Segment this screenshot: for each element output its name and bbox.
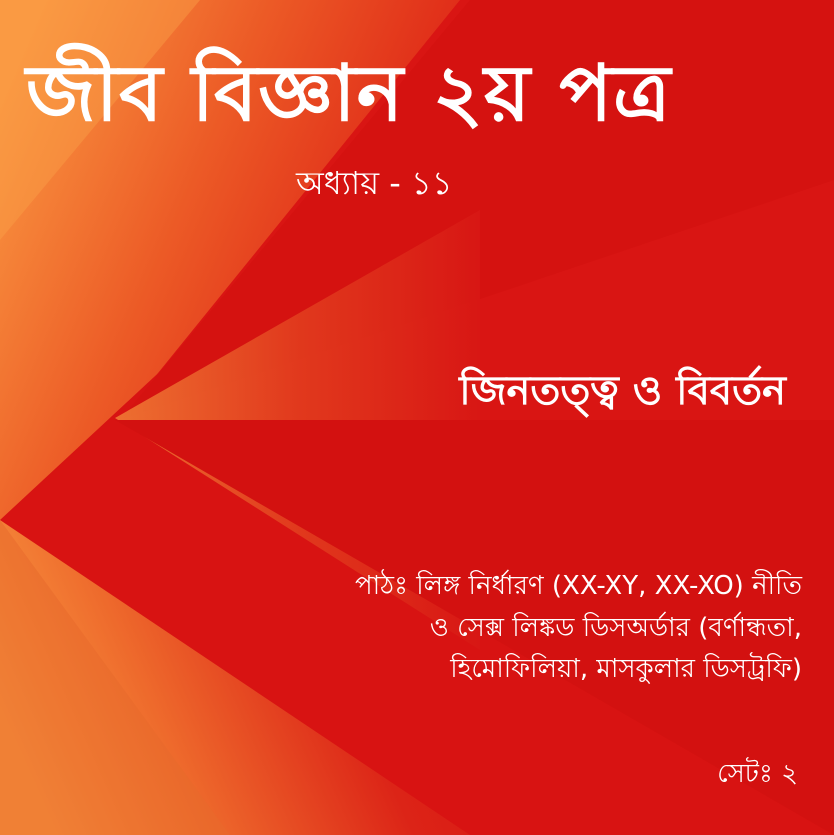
set-label: সেটঃ ২ <box>717 759 798 789</box>
lesson-line-1: পাঠঃ লিঙ্গ নির্ধারণ (XX-XY, XX-XO) নীতি <box>354 571 802 601</box>
subject-title: জীব বিজ্ঞান ২য় পত্র <box>26 49 672 139</box>
topic-title: জিনতত্ত্ব ও বিবর্তন <box>459 368 786 414</box>
lesson-line-2: ও সেক্স লিঙ্কড ডিসঅর্ডার (বর্ণান্ধতা, <box>429 612 802 643</box>
lesson-line-3: হিমোফিলিয়া, মাসকুলার ডিসট্রফি) <box>450 654 802 685</box>
chapter-label: অধ্যায় - ১১ <box>296 164 453 202</box>
lesson-description <box>355 566 802 691</box>
